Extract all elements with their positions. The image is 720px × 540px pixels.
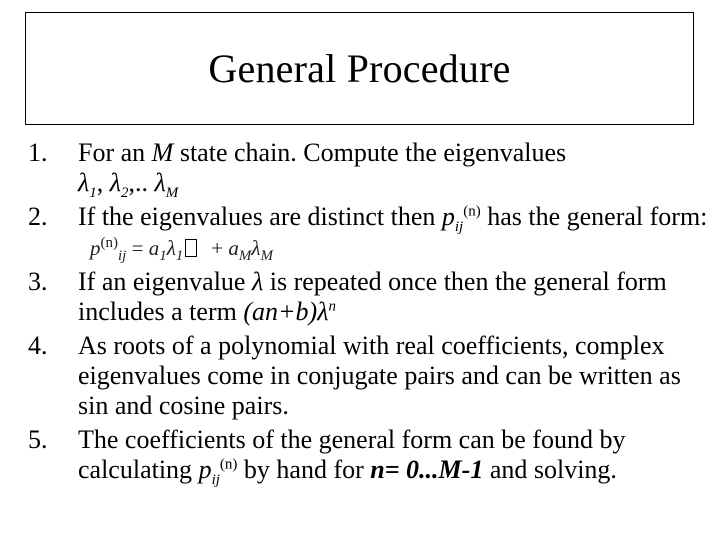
item-text: The coefficients of the general form can be found by calculating (78, 425, 626, 484)
subscript: M (165, 185, 179, 202)
separator: , (96, 168, 110, 197)
item-text: As roots of a polynomial with real coefficients, complex eigenvalues come in conjugate pairs and can be written as sin and cosine pairs. (78, 331, 681, 420)
list-item-3 (28, 267, 708, 327)
n-range: n= 0...M-1 (370, 455, 484, 484)
p-symbol: p (198, 455, 212, 484)
subscript: ij (454, 219, 464, 236)
item-text: by hand for (237, 455, 371, 484)
formula-sub: 1 (159, 248, 167, 265)
subscript: 2 (121, 185, 129, 202)
p-symbol: p (441, 202, 455, 231)
ellipsis-box (185, 239, 197, 257)
item-number: 4. (28, 331, 48, 360)
item-text: If an eigenvalue (78, 267, 252, 296)
formula-eq: = (126, 236, 149, 260)
list-item-1 (28, 138, 708, 202)
subscript: ij (211, 472, 220, 489)
formula-sub: 1 (175, 248, 184, 265)
formula-sup: (n) (100, 235, 118, 251)
general-form-formula (90, 233, 273, 263)
lambda-symbol: λ (317, 297, 329, 326)
lambda-symbol: λ (251, 267, 264, 296)
formula-lambda: λ (251, 236, 261, 260)
superscript: (n) (219, 456, 238, 473)
lambda-symbol: λ (154, 168, 166, 197)
item-number: 5. (28, 425, 48, 454)
item-text: For an (78, 138, 152, 167)
subscript: 1 (89, 185, 97, 202)
formula-sub: M (260, 248, 273, 265)
item-text: and solving. (483, 455, 617, 484)
formula-sub: ij (118, 248, 127, 265)
superscript: (n) (463, 203, 481, 220)
item-text: state chain. Compute the eigenvalues (173, 138, 567, 167)
list-item-5 (28, 425, 708, 489)
item-text: is repeated once then the general form includes a term (78, 267, 667, 326)
formula-lambda: λ (166, 236, 176, 260)
slide-title: General Procedure (208, 46, 511, 91)
item-text: If the eigenvalues are distinct then (78, 202, 442, 231)
formula-plus: + (211, 236, 229, 260)
superscript: n (328, 298, 336, 315)
formula-a: a (228, 236, 239, 260)
procedure-list (28, 138, 708, 489)
m-symbol: M (151, 138, 174, 167)
list-item-2 (28, 202, 708, 263)
item-number: 3. (28, 267, 48, 296)
formula-a: a (148, 236, 160, 260)
lambda-symbol: λ (78, 168, 90, 197)
list-item-4 (28, 331, 708, 421)
formula-p: p (90, 236, 101, 260)
formula-sub: M (238, 248, 252, 265)
item-number: 1. (28, 138, 48, 167)
item-text: has the general form: (480, 202, 708, 231)
term: (an+b) (243, 297, 318, 326)
item-number: 2. (28, 202, 48, 231)
lambda-symbol: λ (109, 168, 122, 197)
separator: ,.. (128, 168, 155, 197)
title-box (25, 12, 694, 125)
